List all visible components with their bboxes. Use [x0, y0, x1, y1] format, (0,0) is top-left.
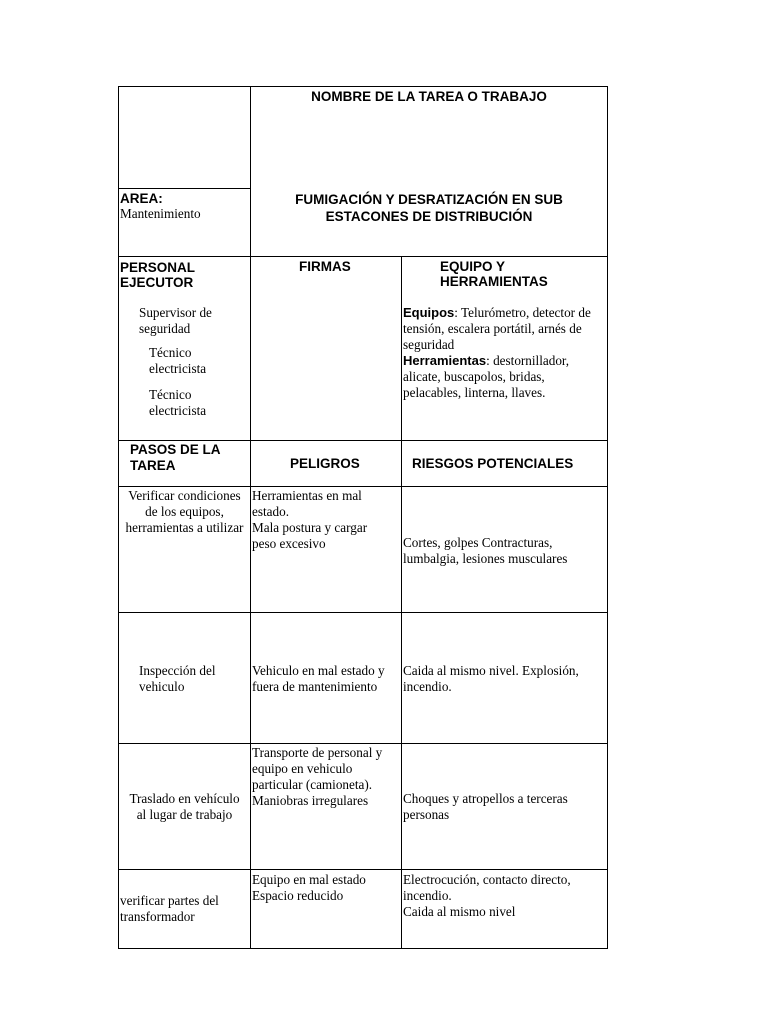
hazard-line: particular (camioneta). — [252, 777, 373, 792]
personnel-heading-line2: EJECUTOR — [120, 275, 194, 290]
hazards-header: PELIGROS — [290, 456, 360, 471]
hazard-line: peso excesivo — [252, 536, 326, 551]
step-line: al lugar de trabajo — [136, 807, 233, 822]
equipos-label: Equipos — [403, 305, 455, 320]
table-row-step — [120, 893, 250, 925]
personnel-member — [139, 305, 212, 337]
hazard-line: Herramientas en mal — [252, 488, 362, 503]
divider — [118, 440, 608, 441]
personnel-member-line: seguridad — [139, 321, 191, 336]
table-border-bottom — [118, 948, 608, 949]
equipment-heading-line1: EQUIPO Y — [440, 259, 506, 274]
hazard-line: Mala postura y cargar — [252, 520, 368, 535]
table-row-hazards — [252, 488, 400, 552]
hazard-line: Espacio reducido — [252, 888, 344, 903]
table-border-top — [118, 86, 608, 87]
table-row-risks — [403, 663, 606, 695]
task-name-line2: ESTACONES DE DISTRIBUCIÓN — [325, 209, 533, 224]
task-title-heading: NOMBRE DE LA TAREA O TRABAJO — [311, 89, 547, 104]
table-row-hazards — [252, 663, 400, 695]
table-row-step — [119, 791, 250, 823]
step-line: transformador — [120, 909, 195, 924]
risk-line: incendio. — [403, 888, 452, 903]
divider — [118, 612, 608, 613]
risk-line: Caida al mismo nivel — [403, 904, 516, 919]
step-line: vehiculo — [139, 679, 185, 694]
equipos-line: tensión, escalera portátil, arnés de — [403, 321, 582, 336]
steps-header-line2: TAREA — [130, 458, 176, 473]
hazard-line: fuera de mantenimiento — [252, 679, 378, 694]
table-row-hazards — [252, 745, 400, 809]
risk-line: lumbalgia, lesiones musculares — [403, 551, 568, 566]
herramientas-line: alicate, buscapolos, bridas, — [403, 369, 545, 384]
herramientas-line: : destornillador, — [486, 353, 570, 368]
risk-line: Cortes, golpes Contracturas, — [403, 535, 553, 550]
personnel-member-line: Supervisor de — [139, 305, 212, 320]
task-name-line1: FUMIGACIÓN Y DESRATIZACIÓN EN SUB — [295, 192, 563, 207]
hazard-line: equipo en vehiculo — [252, 761, 353, 776]
step-line: verificar partes del — [120, 893, 219, 908]
risk-line: Electrocución, contacto directo, — [403, 872, 571, 887]
herramientas-line: pelacables, linterna, llaves. — [403, 385, 546, 400]
table-row-risks — [403, 791, 606, 823]
hazard-line: estado. — [252, 504, 289, 519]
step-line: Inspección del — [139, 663, 216, 678]
divider — [118, 256, 608, 257]
personnel-member-line: Técnico — [149, 387, 192, 402]
steps-header-line1: PASOS DE LA — [130, 442, 221, 457]
risks-header: RIESGOS POTENCIALES — [412, 456, 574, 471]
table-row-risks — [403, 872, 606, 920]
table-row-hazards — [252, 872, 400, 904]
personnel-member-line: electricista — [149, 361, 207, 376]
herramientas-label: Herramientas — [403, 353, 487, 368]
divider — [118, 743, 608, 744]
equipos-line: : Telurómetro, detector de — [454, 305, 591, 320]
table-row-step — [139, 663, 250, 695]
risk-line: Choques y atropellos a terceras — [403, 791, 568, 806]
hazard-line: Vehiculo en mal estado y — [252, 663, 385, 678]
personnel-member-line: Técnico — [149, 345, 192, 360]
divider — [401, 256, 402, 949]
divider — [118, 869, 608, 870]
table-border-right — [607, 86, 608, 949]
divider — [118, 188, 251, 189]
equipment-heading-line2: HERRAMIENTAS — [440, 274, 548, 289]
hazard-line: Transporte de personal y — [252, 745, 383, 760]
step-line: herramientas a utilizar — [125, 520, 244, 535]
risk-line: incendio. — [403, 679, 452, 694]
area-value: Mantenimiento — [120, 206, 201, 221]
table-row-step — [119, 488, 250, 536]
personnel-member-line: electricista — [149, 403, 207, 418]
area-label: AREA: — [120, 191, 163, 206]
step-line: Verificar condiciones — [128, 488, 241, 503]
personnel-heading-line1: PERSONAL — [120, 260, 196, 275]
step-line: de los equipos, — [145, 504, 224, 519]
step-line: Traslado en vehículo — [129, 791, 240, 806]
personnel-member — [149, 387, 206, 419]
divider — [118, 486, 608, 487]
equipos-line: seguridad — [403, 337, 455, 352]
equipment-list — [403, 305, 606, 401]
risk-line: personas — [403, 807, 450, 822]
hazard-line: Equipo en mal estado — [252, 872, 366, 887]
signatures-heading: FIRMAS — [299, 259, 351, 274]
hazard-line: Maniobras irregulares — [252, 793, 369, 808]
table-row-risks — [403, 535, 606, 567]
personnel-member — [149, 345, 206, 377]
risk-line: Caida al mismo nivel. Explosión, — [403, 663, 579, 678]
